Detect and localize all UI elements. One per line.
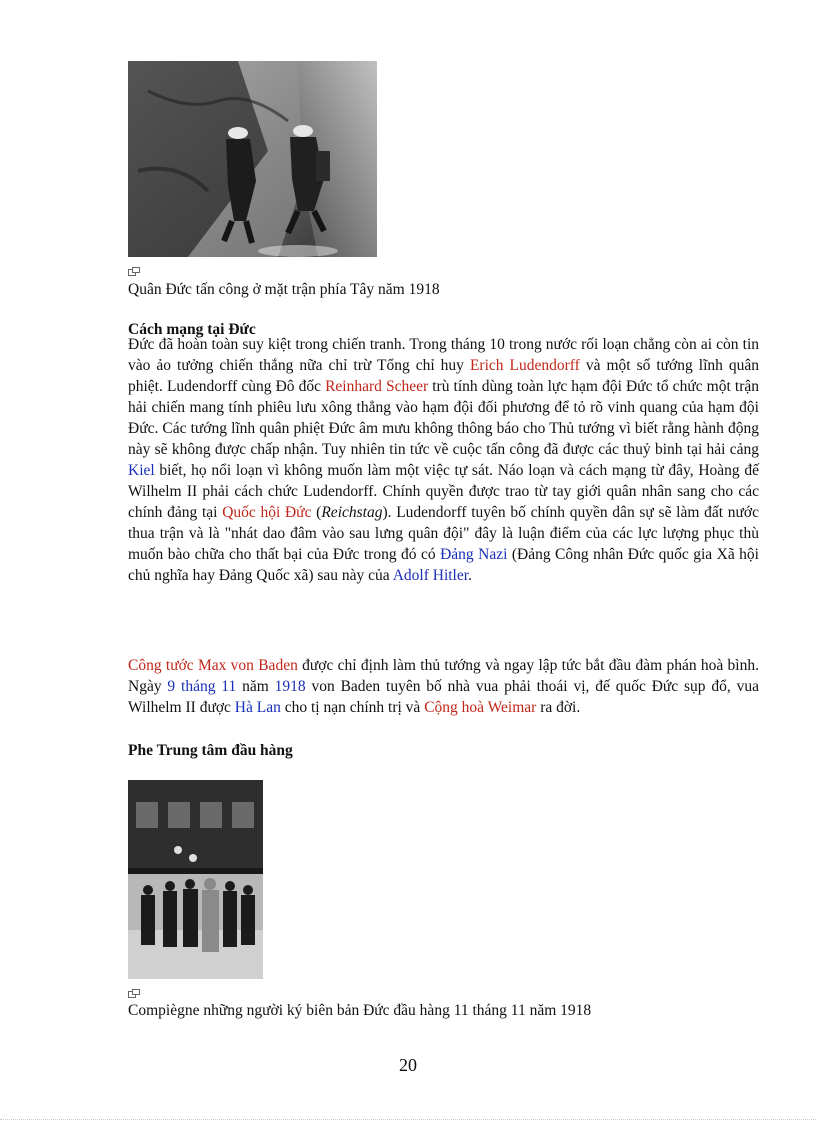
text-run: ). Ludendorff tuyên bố chính quyền dân sự sẽ làm đất nước thua trận và là "nhát dao đâm vào sau lưng quân đội" đây là luận điểm của các lực lượng phục thù muốn bào chữa cho thất bại của Đức trong đó có (128, 504, 759, 563)
page-number: 20 (399, 1055, 417, 1075)
text-run: ra đời. (536, 699, 581, 716)
link-9-th-ng-11[interactable]: 9 tháng 11 (167, 678, 237, 695)
text-run: cho tị nạn chính trị và (280, 699, 425, 716)
link-reinhard-scheer[interactable]: Reinhard Scheer (325, 378, 429, 395)
text-run: biết, họ nổi loạn vì không muốn làm một việc tự sát. Náo loạn và cách mạng từ đây, Hoàng đế Wilhelm II phải cách chức Ludendorff. Chính quyền được trao từ tay giới quân nhân sang cho các chính đảng tại (128, 462, 759, 521)
text-run: được chỉ định làm thủ tướng và ngay lập tức bắt đầu đàm phán hoà bình. Ngày (128, 657, 759, 695)
figure-caption-2: Compiègne những người ký biên bản Đức đầu hàng 11 tháng 11 năm 1918 (128, 1002, 592, 1019)
text-run: von Baden tuyên bố nhà vua phải thoái vị, đế quốc Đức sụp đổ, vua Wilhelm II được (128, 678, 759, 716)
image-placeholder-icon (128, 267, 140, 276)
paragraph-revolution (128, 334, 759, 586)
link-kiel[interactable]: Kiel (128, 462, 155, 479)
paragraph-max-von-baden (128, 655, 759, 718)
text-run: Reichstag (321, 504, 383, 521)
page-bottom-border (0, 1119, 816, 1120)
armistice-signatories-photo (128, 780, 263, 979)
link--ng-nazi[interactable]: Đảng Nazi (440, 546, 508, 563)
figure-caption-1: Quân Đức tấn công ở mặt trận phía Tây năm 1918 (128, 281, 440, 298)
text-run: (Đảng Công nhân Đức quốc gia Xã hội chủ nghĩa hay Đảng Quốc xã) sau này của (128, 546, 759, 584)
section-heading-surrender: Phe Trung tâm đầu hàng (128, 742, 293, 759)
link-adolf-hitler[interactable]: Adolf Hitler (392, 567, 469, 584)
link-c-ng-t-c-max-von-baden[interactable]: Công tước Max von Baden (128, 657, 298, 674)
trench-soldiers-photo (128, 61, 377, 257)
text-run: Đức đã hoàn toàn suy kiệt trong chiến tranh. Trong tháng 10 trong nước rối loạn chẳng còn ai còn tin vào ảo tưởng chiến thắng nữa chỉ trừ Tổng chỉ huy (128, 336, 759, 374)
text-run: . (468, 567, 472, 584)
link-h-lan[interactable]: Hà Lan (234, 699, 281, 716)
text-run: trù tính dùng toàn lực hạm đội Đức tổ chức một trận hải chiến mang tính phiêu lưu xông thẳng vào hạm đội đối phương để tỏ rõ vinh quang của hạm đội Đức. Các tướng lĩnh quân phiệt Đức âm mưu không thông báo cho Thủ tướng vì biết rằng hành động này sẽ không được chấp nhận. Tuy nhiên tin tức về cuộc tấn công đã được các thuỷ binh tại hải cảng (128, 378, 759, 458)
section-heading-revolution: Cách mạng tại Đức (128, 321, 256, 338)
text-run: năm (236, 678, 275, 695)
image-placeholder-icon (128, 989, 140, 998)
link-qu-c-h-i-c[interactable]: Quốc hội Đức (222, 504, 312, 521)
link-erich-ludendorff[interactable]: Erich Ludendorff (469, 357, 580, 374)
link-1918[interactable]: 1918 (274, 678, 306, 695)
link-c-ng-ho-weimar[interactable]: Cộng hoà Weimar (424, 699, 537, 716)
text-run: và một số tướng lĩnh quân phiệt. Ludendorff cùng Đô đốc (128, 357, 760, 395)
text-run: ( (311, 504, 322, 521)
